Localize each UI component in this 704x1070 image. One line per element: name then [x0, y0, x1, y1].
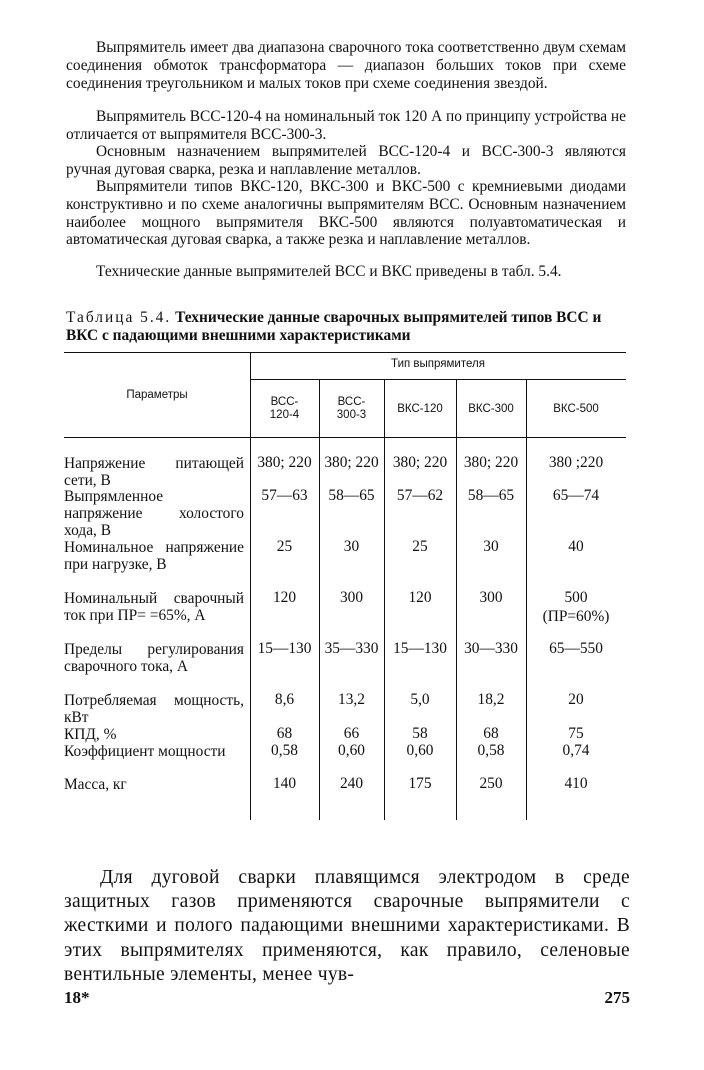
- row-value-line: 120: [408, 589, 432, 606]
- column-header: [456, 403, 526, 416]
- row-value-line: 13,2: [338, 691, 365, 708]
- row-value-line: 58—65: [328, 487, 375, 504]
- row-value-line: 250: [479, 775, 503, 792]
- row-value: [250, 690, 319, 709]
- paragraph-2: Выпрямитель ВСС-120-4 на номинальный ток 120 А по принципу устройства не отличается от выпрямителя ВСС-300-3.: [66, 108, 626, 143]
- row-value: [250, 588, 319, 607]
- column-header: [526, 403, 626, 416]
- table-caption-text: Технические данные сварочных выпрямителей типов ВСС и ВКС с падающими внешними характеристиками: [66, 309, 602, 344]
- row-value-line: 75: [568, 725, 584, 742]
- row-value: [250, 639, 319, 658]
- row-value: [250, 453, 319, 472]
- row-value-line: 380; 220: [324, 454, 379, 471]
- row-value-line: 380 ;220: [548, 454, 604, 471]
- row-value-line: 500: [564, 589, 588, 606]
- column-header: [384, 403, 456, 416]
- table-header-rule: [64, 437, 626, 438]
- row-value: [526, 537, 626, 556]
- column-header-line: ВКС-120: [397, 403, 443, 415]
- row-value-line: 380; 220: [463, 454, 519, 471]
- row-value-line: 120: [272, 589, 297, 606]
- row-value: [384, 690, 456, 709]
- row-value-line: 18,2: [477, 691, 505, 708]
- table-top-rule: [64, 352, 626, 353]
- row-parameter: Номинальный сварочный ток при ПР= =65%, А: [64, 590, 244, 624]
- row-value: [319, 690, 384, 709]
- row-parameter: Коэффициент мощности: [64, 743, 226, 760]
- row-value-line: 0,58: [477, 742, 505, 759]
- row-value-line: 30—330: [464, 640, 518, 657]
- column-header-line: ВКС-500: [553, 403, 599, 415]
- table-caption-label: Таблица 5.4.: [66, 309, 172, 326]
- row-value: [384, 588, 456, 607]
- type-header: Тип выпрямителя: [391, 358, 485, 370]
- page-number: 275: [604, 988, 630, 1007]
- row-value-line: 30: [343, 538, 360, 555]
- row-value: [319, 486, 384, 505]
- paragraph-4: Выпрямители типов ВКС-120, ВКС-300 и ВКС-500 с кремниевыми диодами конструктивно и по схеме аналогичны выпрямителям ВСС. Основным назначением наиболее мощного выпрямителя ВКС-500 являются полуавтоматическая и автоматическая дуговая сварка, а также резка и наплавление металлов.: [66, 178, 626, 249]
- row-value: [319, 537, 384, 556]
- row-value-line: 20: [568, 691, 584, 708]
- row-value-line: (ПР=60%): [542, 608, 610, 625]
- row-value-line: 65—74: [552, 487, 600, 504]
- row-value-line: 57—62: [396, 487, 444, 504]
- row-value-line: 410: [564, 775, 588, 792]
- param-header: Параметры: [126, 389, 188, 401]
- row-value-line: 25: [412, 538, 428, 555]
- column-header-line: 300-3: [336, 409, 367, 421]
- signature-mark: 18*: [64, 988, 90, 1007]
- continuation-text: Для дуговой сварки плавящимся электродом в среде защитных газов применяются сварочные выпрямители с жесткими и полого падающими внешними характеристиками. В этих выпрямителях применяются, как правило, селеновые вентильные элементы, менее чув-: [64, 867, 630, 985]
- row-value-line: 58: [412, 725, 428, 742]
- row-value: [456, 486, 526, 505]
- row-value-line: 175: [408, 775, 432, 792]
- row-value: [250, 741, 319, 760]
- row-value-line: 57—63: [261, 487, 308, 504]
- row-value: [456, 690, 526, 709]
- row-value-line: 65—550: [549, 640, 603, 657]
- row-value: [384, 741, 456, 760]
- row-value-line: 300: [339, 589, 364, 606]
- row-parameter: Масса, кг: [64, 776, 127, 793]
- row-parameter: Потребляемая мощность, кВт: [64, 692, 244, 726]
- paragraph-1: Выпрямитель имеет два диапазона сварочного тока соответственно двум схемам соединения обмоток трансформатора — диапазон больших токов при схеме соединения треугольником и малых токов при схеме соединения звездой.: [66, 39, 626, 92]
- row-value: [319, 774, 384, 793]
- row-value-line: 240: [339, 775, 364, 792]
- row-parameter: Номинальное напряжение при нагрузке, В: [64, 539, 244, 573]
- row-value-line: 35—330: [324, 640, 379, 657]
- row-value: [456, 774, 526, 793]
- row-value-line: 15—130: [257, 640, 312, 657]
- column-header-line: 120-4: [269, 409, 300, 421]
- row-value: [384, 774, 456, 793]
- table-group-rule: [250, 379, 626, 380]
- row-value: [250, 486, 319, 505]
- row-value: [456, 741, 526, 760]
- row-value: [384, 537, 456, 556]
- row-value: [526, 588, 626, 626]
- row-value-line: 380; 220: [392, 454, 448, 471]
- row-value: [250, 537, 319, 556]
- row-value: [319, 741, 384, 760]
- table-caption: [66, 309, 626, 344]
- row-value: [526, 486, 626, 505]
- paragraph-5: Технические данные выпрямителей ВСС и ВКС приведены в табл. 5.4.: [96, 263, 562, 280]
- row-value: [526, 774, 626, 793]
- row-value-line: 30: [483, 538, 499, 555]
- row-value-line: 25: [276, 538, 293, 555]
- paragraph-3: Основным назначением выпрямителей ВСС-120-4 и ВСС-300-3 являются ручная дуговая сварка, резка и наплавление металлов.: [66, 143, 626, 178]
- column-header-line: ВСС-: [337, 396, 366, 408]
- row-value-line: 68: [276, 725, 293, 742]
- row-value-line: 15—130: [393, 640, 447, 657]
- column-header: [250, 396, 319, 422]
- row-value-line: 0,60: [338, 742, 365, 759]
- row-value-line: 5,0: [410, 691, 430, 708]
- row-value: [319, 453, 384, 472]
- column-header-line: ВКС-300: [468, 403, 514, 415]
- row-value-line: 66: [343, 725, 360, 742]
- row-value-line: 300: [479, 589, 503, 606]
- row-value: [250, 774, 319, 793]
- column-header-line: ВСС-: [270, 396, 299, 408]
- row-value: [456, 639, 526, 658]
- row-parameter: КПД, %: [64, 726, 117, 743]
- row-value-line: 380; 220: [257, 454, 312, 471]
- row-parameter: Выпрямленное напряжение холостого хода, В: [64, 488, 244, 539]
- row-value-line: 40: [568, 538, 584, 555]
- row-value-line: 140: [272, 775, 297, 792]
- row-value: [526, 690, 626, 709]
- row-value: [456, 588, 526, 607]
- row-value: [384, 453, 456, 472]
- row-value-line: 8,6: [274, 691, 295, 708]
- row-value: [526, 741, 626, 760]
- row-value-line: 58—65: [467, 487, 515, 504]
- row-value: [384, 639, 456, 658]
- row-value: [456, 537, 526, 556]
- row-value: [526, 639, 626, 658]
- row-value: [526, 453, 626, 472]
- row-parameter: Напряжение питающей сети, В: [64, 455, 244, 489]
- row-value-line: 0,74: [562, 742, 590, 759]
- row-value-line: 0,60: [406, 742, 434, 759]
- row-value: [384, 486, 456, 505]
- row-parameter: Пределы регулирования сварочного тока, А: [64, 641, 244, 675]
- row-value-line: 0,58: [271, 742, 298, 759]
- row-value: [319, 639, 384, 658]
- row-value-line: 68: [483, 725, 499, 742]
- column-header: [319, 396, 384, 422]
- row-value: [456, 453, 526, 472]
- row-value: [319, 588, 384, 607]
